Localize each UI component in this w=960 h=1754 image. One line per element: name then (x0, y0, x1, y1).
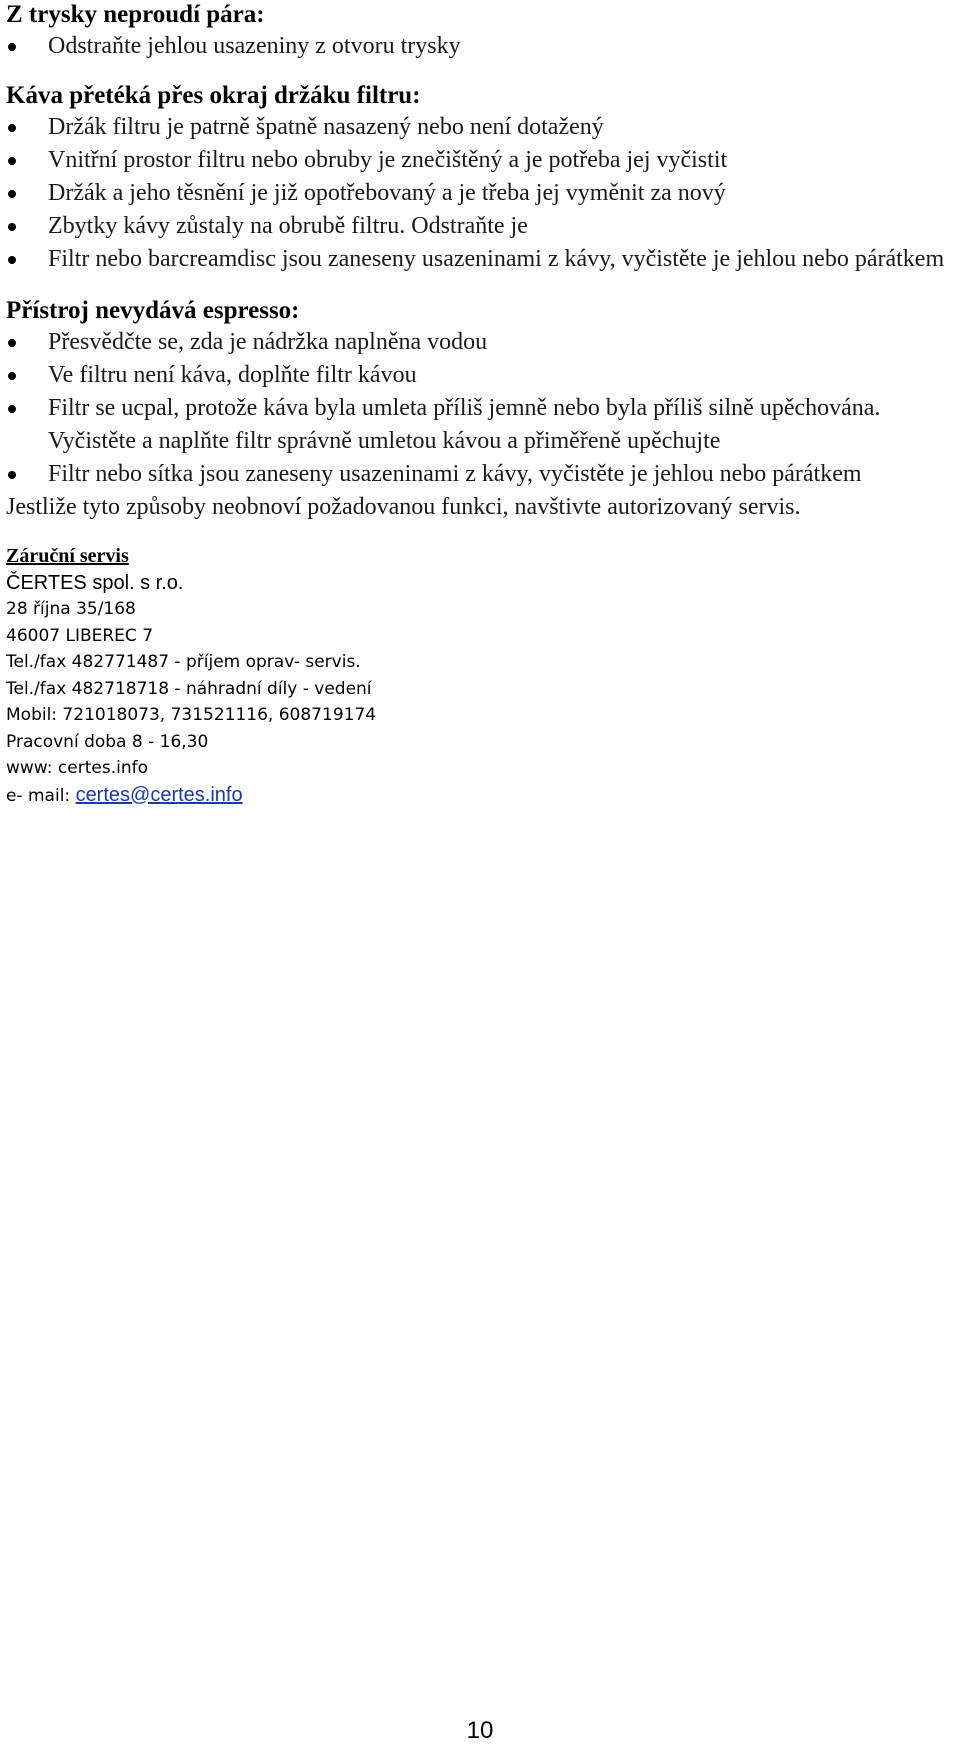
service-note: Jestliže tyto způsoby neobnoví požadovanou funkci, navštivte autorizovaný servis. (6, 494, 801, 520)
service-title: Záruční servis (6, 545, 129, 567)
section-coffee-overflow (6, 81, 956, 276)
page-number: 10 (466, 1717, 494, 1744)
bullet-icon (8, 43, 16, 51)
bullet-icon (8, 339, 16, 347)
email-link[interactable]: certes@certes.info (75, 783, 243, 806)
mobile-line: Mobil: 721018073, 731521116, 608719174 (6, 705, 377, 725)
list-item: Odstraňte jehlou usazeniny z otvoru trysky (6, 30, 956, 63)
list-item: Filtr nebo sítka jsou zaneseny usazeninami z kávy, vyčistěte je jehlou nebo párátkem (6, 458, 956, 491)
section-heading: Přístroj nevydává espresso: (6, 297, 300, 324)
city-address: 46007 LIBEREC 7 (6, 625, 154, 646)
bullet-icon (8, 124, 16, 132)
manual-page (6, 0, 956, 809)
section-no-espresso (6, 296, 956, 524)
list-item: Vnitřní prostor filtru nebo obruby je znečištěný a je potřeba jej vyčistit (6, 144, 956, 177)
website-line: www: certes.info (6, 758, 148, 778)
section-steam-nozzle (6, 0, 956, 63)
bullet-icon (8, 471, 16, 479)
phone-line-1: Tel./fax 482771487 - příjem oprav- servis. (6, 652, 361, 672)
list-item: Filtr nebo barcreamdisc jsou zaneseny usazeninami z kávy, vyčistěte je jehlou nebo párátkem (6, 243, 956, 276)
list-item: Ve filtru není káva, doplňte filtr kávou (6, 359, 956, 392)
list-item: Zbytky kávy zůstaly na obrubě filtru. Odstraňte je (6, 210, 956, 243)
section-heading: Káva přetéká přes okraj držáku filtru: (6, 82, 421, 109)
list-item: Filtr se ucpal, protože káva byla umleta příliš jemně nebo byla příliš silně upěchována. Vyčistěte a naplňte filtr správně umletou kávou a přiměřeně upěchujte (6, 392, 956, 458)
email-line (6, 782, 956, 810)
list-item: Držák filtru je patrně špatně nasazený nebo není dotažený (6, 111, 956, 144)
bullet-icon (8, 190, 16, 198)
email-label: e- mail: (6, 785, 76, 806)
phone-line-2: Tel./fax 482718718 - náhradní díly - vedení (6, 678, 372, 699)
street-address: 28 října 35/168 (6, 599, 136, 619)
bullet-icon (8, 405, 16, 413)
bullet-icon (8, 157, 16, 165)
bullet-list (6, 326, 956, 491)
list-item: Přesvědčte se, zda je nádržka naplněna vodou (6, 326, 956, 359)
bullet-icon (8, 223, 16, 231)
bullet-list (6, 30, 956, 63)
section-heading: Z trysky neproudí pára: (6, 1, 265, 28)
bullet-icon (8, 372, 16, 380)
list-item: Držák a jeho těsnění je již opotřebovaný a je třeba jej vyměnit za nový (6, 177, 956, 210)
company-name: ČERTES spol. s r.o. (6, 572, 184, 594)
service-contact (6, 542, 956, 809)
bullet-list (6, 111, 956, 276)
office-hours: Pracovní doba 8 - 16,30 (6, 731, 209, 752)
bullet-icon (8, 256, 16, 264)
